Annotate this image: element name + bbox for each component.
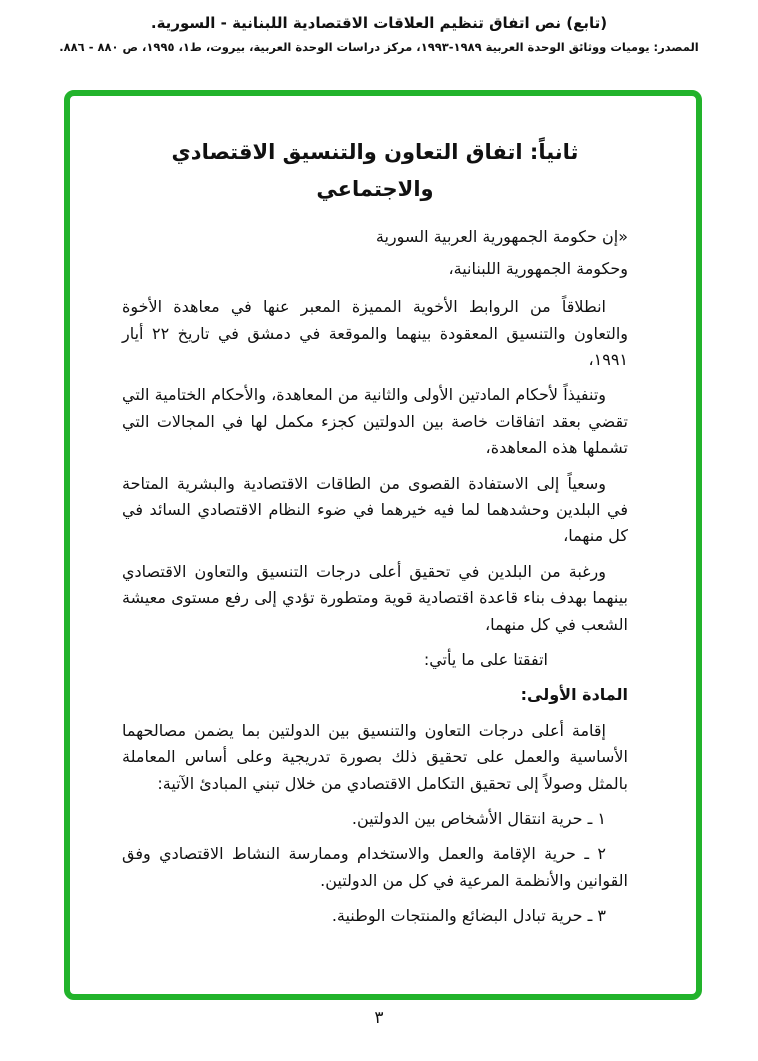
source-citation-line: المصدر: يوميات ووثائق الوحدة العربية ١٩٨٩-١٩٩٣، مركز دراسات الوحدة العربية، بيروت، ط١، ١٩٩٥، ص ٨٨٠ - ٨٨٦. (59, 40, 699, 54)
page-header (0, 0, 758, 54)
agreement-lead-line: اتفقتا على ما يأتي: (423, 649, 548, 669)
preamble-paragraph-economic-capacities: وسعياً إلى الاستفادة القصوى من الطاقات الاقتصادية والبشرية المتاحة في البلدين وحشدهما لما فيه خيرهما في ضوء النظام الاقتصادي السائد في كل منهما، (122, 473, 628, 546)
principle-item-1: ١ ـ حرية انتقال الأشخاص بين الدولتين. (351, 808, 606, 828)
document-continuation-title: (تابع) نص اتفاق تنظيم العلاقات الاقتصادية اللبنانية - السورية. (150, 14, 608, 32)
article-one-heading: المادة الأولى: (520, 685, 628, 705)
principle-item-2: ٢ ـ حرية الإقامة والعمل والاستخدام وممارسة النشاط الاقتصادي وفق القوانين والأنظمة المرعية في كل من الدولتين. (122, 844, 628, 890)
section-title (122, 134, 628, 208)
article-one-intro: إقامة أعلى درجات التعاون والتنسيق بين الدولتين بما يضمن مصالحهما الأساسية والعمل على تحقيق ذلك بصورة تدريجية وعلى أساس المعاملة بالمثل وصولاً إلى تحقيق التكامل الاقتصادي من خلال تبني المبادئ الآتية: (122, 720, 628, 793)
preamble-paragraph-fraternal-ties: انطلاقاً من الروابط الأخوية المميزة المعبر عنها في معاهدة الأخوة والتعاون والتنسيق المعقودة بينهما والموقعة في دمشق في تاريخ ٢٢ أيار ١٩٩١، (122, 297, 628, 370)
section-title-line1: ثانياً: اتفاق التعاون والتنسيق الاقتصادي (171, 140, 579, 164)
preamble-syrian-government: «إن حكومة الجمهورية العربية السورية (375, 226, 628, 246)
preamble-paragraph-coordination-desire: ورغبة من البلدين في تحقيق أعلى درجات التنسيق والتعاون الاقتصادي بينهما بهدف بناء قاعدة اقتصادية قوية ومتطورة تؤدي إلى رفع مستوى معيشة الشعب في كل منهما، (122, 561, 628, 634)
principle-item-3: ٣ ـ حرية تبادل البضائع والمنتجات الوطنية. (331, 906, 606, 926)
section-title-line2: والاجتماعي (316, 176, 434, 201)
page-number: ٣ (374, 1008, 384, 1028)
preamble-paragraph-treaty-articles: وتنفيذاً لأحكام المادتين الأولى والثانية من المعاهدة، والأحكام الختامية التي تقضي بعقد اتفاقات خاصة بين الدولتين كجزء مكمل لها في المجالات التي تشملها هذه المعاهدة، (122, 385, 628, 458)
document-body (70, 96, 696, 929)
preamble-lebanese-government: وحكومة الجمهورية اللبنانية، (448, 258, 628, 278)
green-border-frame (64, 90, 702, 1000)
